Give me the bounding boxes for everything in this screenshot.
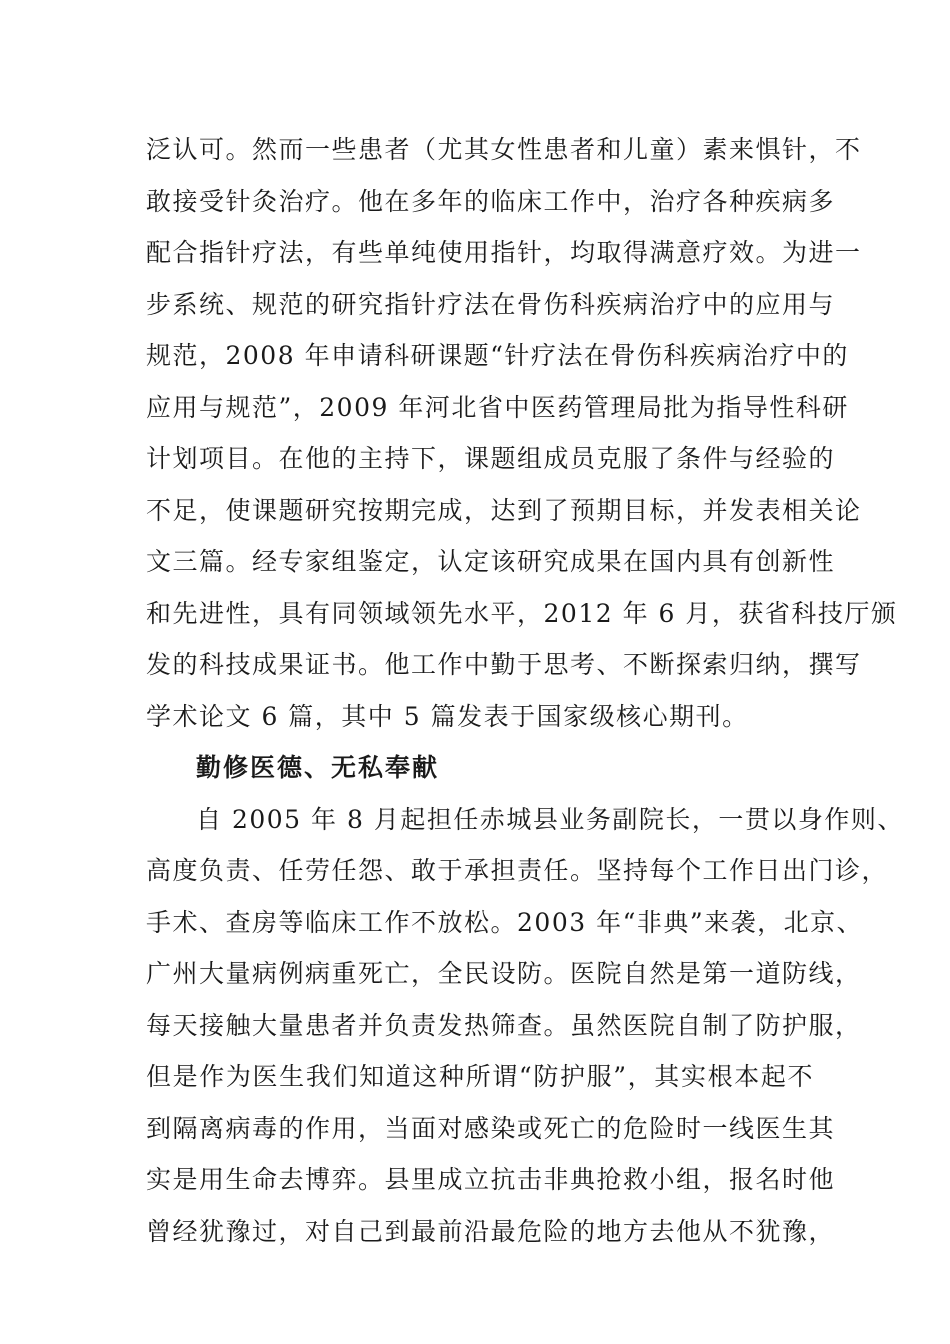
paragraph-line: 曾经犹豫过，对自己到最前沿最危险的地方去他从不犹豫， — [146, 1217, 836, 1246]
paragraph-line: 学术论文 6 篇，其中 5 篇发表于国家级核心期刊。 — [146, 702, 749, 731]
paragraph-line: 手术、查房等临床工作不放松。2003 年“非典”来袭，北京、 — [146, 908, 864, 937]
paragraph-line: 文三篇。经专家组鉴定，认定该研究成果在国内具有创新性 — [146, 547, 836, 576]
paragraph-line: 广州大量病例病重死亡，全民设防。医院自然是第一道防线， — [146, 959, 862, 988]
paragraph-line: 不足，使课题研究按期完成，达到了预期目标，并发表相关论 — [146, 496, 862, 525]
paragraph-line: 到隔离病毒的作用，当面对感染或死亡的危险时一线医生其 — [146, 1114, 836, 1143]
paragraph-line: 规范，2008 年申请科研课题“针疗法在骨伤科疾病治疗中的 — [146, 341, 849, 370]
paragraph-line: 实是用生命去博弈。县里成立抗击非典抢救小组，报名时他 — [146, 1165, 836, 1194]
paragraph-line: 自 2005 年 8 月起担任赤城县业务副院长，一贯以身作则、 — [196, 805, 904, 834]
paragraph-line: 但是作为医生我们知道这种所谓“防护服”，其实根本起不 — [146, 1062, 814, 1091]
paragraph-line: 配合指针疗法，有些单纯使用指针，均取得满意疗效。为进一 — [146, 238, 862, 267]
paragraph-line: 步系统、规范的研究指针疗法在骨伤科疾病治疗中的应用与 — [146, 290, 836, 319]
section-heading: 勤修医德、无私奉献 — [196, 753, 440, 782]
paragraph-line: 应用与规范”，2009 年河北省中医药管理局批为指导性科研 — [146, 393, 849, 422]
paragraph-line: 发的科技成果证书。他工作中勤于思考、不断探索归纳，撰写 — [146, 650, 862, 679]
paragraph-line: 计划项目。在他的主持下，课题组成员克服了条件与经验的 — [146, 444, 836, 473]
paragraph-line: 敢接受针灸治疗。他在多年的临床工作中，治疗各种疾病多 — [146, 187, 836, 216]
paragraph-line: 和先进性，具有同领域领先水平，2012 年 6 月，获省科技厅颁 — [146, 599, 898, 628]
paragraph-line: 泛认可。然而一些患者（尤其女性患者和儿童）素来惧针，不 — [146, 135, 862, 164]
paragraph-line: 高度负责、任劳任怨、敢于承担责任。坚持每个工作日出门诊， — [146, 856, 889, 885]
paragraph-line: 每天接触大量患者并负责发热筛查。虽然医院自制了防护服， — [146, 1011, 862, 1040]
